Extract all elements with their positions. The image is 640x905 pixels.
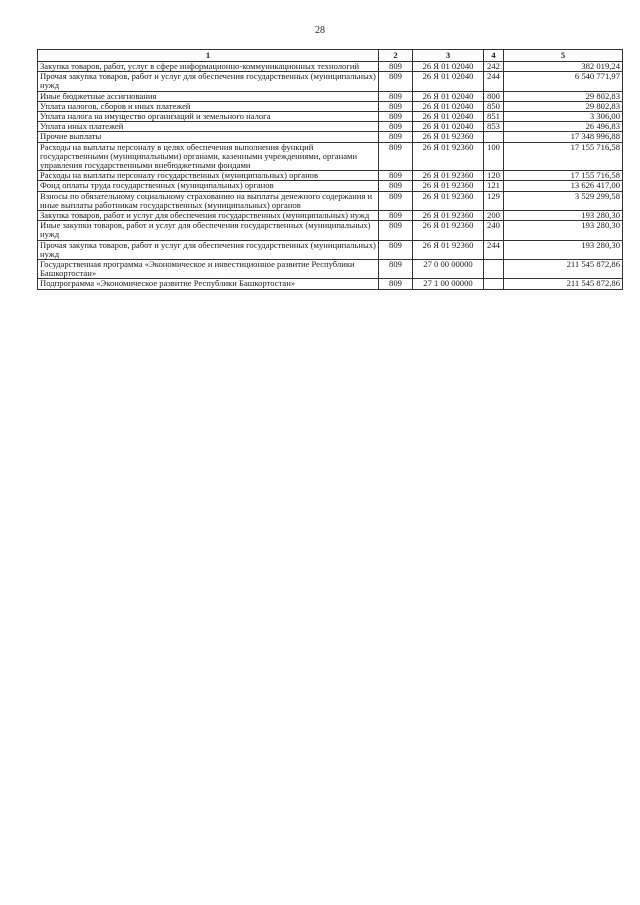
header-col-ved: 2 xyxy=(379,50,413,62)
cell-sum: 17 155 716,58 xyxy=(504,171,623,181)
table-row xyxy=(38,132,623,142)
cell-vr: 244 xyxy=(484,72,504,91)
cell-ved: 809 xyxy=(379,112,413,122)
table-row xyxy=(38,62,623,72)
cell-vr: 129 xyxy=(484,191,504,210)
cell-sum: 211 545 872,86 xyxy=(504,279,623,289)
cell-sum: 382 019,24 xyxy=(504,62,623,72)
cell-name: Уплата налога на имущество организаций и земельного налога xyxy=(38,112,379,122)
table-row xyxy=(38,260,623,279)
cell-sum: 29 802,83 xyxy=(504,91,623,101)
cell-name: Уплата налогов, сборов и иных платежей xyxy=(38,101,379,111)
header-col-csr: 3 xyxy=(413,50,484,62)
cell-name: Прочая закупка товаров, работ и услуг для обеспечения государственных (муниципальных) нужд xyxy=(38,72,379,91)
cell-sum: 17 155 716,58 xyxy=(504,142,623,171)
cell-name: Закупка товаров, работ и услуг для обеспечения государственных (муниципальных) нужд xyxy=(38,211,379,221)
cell-sum: 26 496,83 xyxy=(504,122,623,132)
cell-sum: 3 529 299,58 xyxy=(504,191,623,210)
cell-name: Уплата иных платежей xyxy=(38,122,379,132)
cell-name: Расходы на выплаты персоналу государственных (муниципальных) органов xyxy=(38,171,379,181)
cell-csr: 26 Я 01 02040 xyxy=(413,72,484,91)
table-row xyxy=(38,101,623,111)
cell-csr: 26 Я 01 92360 xyxy=(413,142,484,171)
cell-vr: 120 xyxy=(484,171,504,181)
cell-name: Закупка товаров, работ, услуг в сфере информационно-коммуникационных технологий xyxy=(38,62,379,72)
table-row xyxy=(38,191,623,210)
cell-csr: 26 Я 01 92360 xyxy=(413,171,484,181)
cell-csr: 26 Я 01 02040 xyxy=(413,101,484,111)
cell-ved: 809 xyxy=(379,191,413,210)
header-col-vr: 4 xyxy=(484,50,504,62)
table-body xyxy=(38,62,623,290)
cell-name: Взносы по обязательному социальному страхованию на выплаты денежного содержания и иные выплаты работникам государственных (муниципальных) органов xyxy=(38,191,379,210)
cell-name: Иные бюджетные ассигнования xyxy=(38,91,379,101)
cell-name: Прочая закупка товаров, работ и услуг для обеспечения государственных (муниципальных) нужд xyxy=(38,240,379,259)
cell-vr: 850 xyxy=(484,101,504,111)
cell-csr: 26 Я 01 02040 xyxy=(413,112,484,122)
cell-vr: 800 xyxy=(484,91,504,101)
cell-ved: 809 xyxy=(379,132,413,142)
table-header xyxy=(38,50,623,62)
cell-sum: 29 802,83 xyxy=(504,101,623,111)
cell-sum: 211 545 872,86 xyxy=(504,260,623,279)
cell-sum: 17 348 996,88 xyxy=(504,132,623,142)
table-row xyxy=(38,240,623,259)
cell-ved: 809 xyxy=(379,279,413,289)
cell-csr: 27 0 00 00000 xyxy=(413,260,484,279)
cell-ved: 809 xyxy=(379,72,413,91)
cell-name: Расходы на выплаты персоналу в целях обеспечения выполнения функций государственными (муниципальными) органами, казенными учреждениями, органами управления государственными внебюджетными фондами xyxy=(38,142,379,171)
cell-vr: 853 xyxy=(484,122,504,132)
table-row xyxy=(38,221,623,240)
cell-ved: 809 xyxy=(379,260,413,279)
cell-vr: 121 xyxy=(484,181,504,191)
cell-csr: 27 1 00 00000 xyxy=(413,279,484,289)
table-row xyxy=(38,72,623,91)
cell-name: Фонд оплаты труда государственных (муниципальных) органов xyxy=(38,181,379,191)
table-row xyxy=(38,171,623,181)
cell-sum: 6 540 771,97 xyxy=(504,72,623,91)
page-number: 28 xyxy=(315,25,325,36)
cell-csr: 26 Я 01 92360 xyxy=(413,191,484,210)
header-row xyxy=(38,50,623,62)
cell-vr: 200 xyxy=(484,211,504,221)
cell-vr xyxy=(484,132,504,142)
header-col-sum: 5 xyxy=(504,50,623,62)
cell-sum: 3 306,00 xyxy=(504,112,623,122)
cell-csr: 26 Я 01 92360 xyxy=(413,221,484,240)
cell-ved: 809 xyxy=(379,91,413,101)
table-row xyxy=(38,142,623,171)
cell-sum: 193 280,30 xyxy=(504,221,623,240)
cell-vr: 240 xyxy=(484,221,504,240)
cell-vr: 100 xyxy=(484,142,504,171)
cell-sum: 193 280,30 xyxy=(504,240,623,259)
table-row xyxy=(38,122,623,132)
cell-sum: 193 280,30 xyxy=(504,211,623,221)
header-col-name: 1 xyxy=(38,50,379,62)
cell-name: Государственная программа «Экономическое и инвестиционное развитие Республики Башкортостан» xyxy=(38,260,379,279)
table-row xyxy=(38,279,623,289)
cell-vr: 242 xyxy=(484,62,504,72)
cell-name: Подпрограмма «Экономическое развитие Республики Башкортостан» xyxy=(38,279,379,289)
cell-vr: 851 xyxy=(484,112,504,122)
cell-ved: 809 xyxy=(379,101,413,111)
table-row xyxy=(38,91,623,101)
cell-csr: 26 Я 01 02040 xyxy=(413,122,484,132)
table-row xyxy=(38,211,623,221)
cell-sum: 13 626 417,00 xyxy=(504,181,623,191)
table-row xyxy=(38,181,623,191)
cell-csr: 26 Я 01 92360 xyxy=(413,132,484,142)
cell-ved: 809 xyxy=(379,142,413,171)
cell-ved: 809 xyxy=(379,221,413,240)
cell-ved: 809 xyxy=(379,122,413,132)
cell-vr xyxy=(484,260,504,279)
cell-name: Иные закупки товаров, работ и услуг для обеспечения государственных (муниципальных) нужд xyxy=(38,221,379,240)
cell-vr: 244 xyxy=(484,240,504,259)
cell-ved: 809 xyxy=(379,181,413,191)
cell-vr xyxy=(484,279,504,289)
cell-csr: 26 Я 01 92360 xyxy=(413,211,484,221)
cell-name: Прочие выплаты xyxy=(38,132,379,142)
cell-ved: 809 xyxy=(379,62,413,72)
budget-table xyxy=(37,49,623,290)
cell-ved: 809 xyxy=(379,240,413,259)
cell-csr: 26 Я 01 02040 xyxy=(413,91,484,101)
table-row xyxy=(38,112,623,122)
cell-ved: 809 xyxy=(379,211,413,221)
cell-csr: 26 Я 01 92360 xyxy=(413,181,484,191)
cell-csr: 26 Я 01 02040 xyxy=(413,62,484,72)
cell-csr: 26 Я 01 92360 xyxy=(413,240,484,259)
cell-ved: 809 xyxy=(379,171,413,181)
